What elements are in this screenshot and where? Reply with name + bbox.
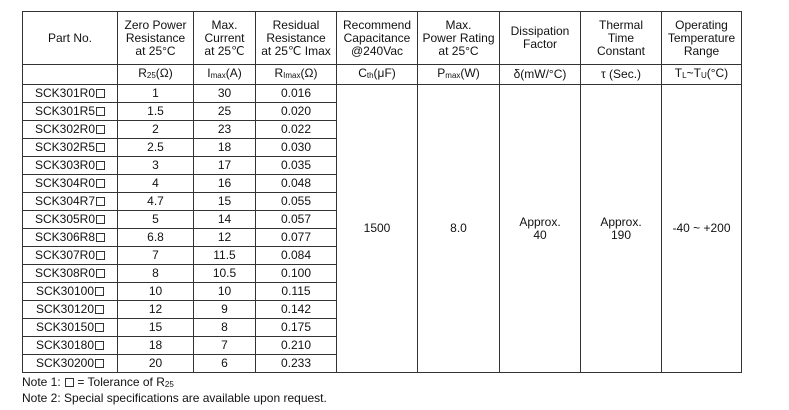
r25-cell: 6.8 (118, 229, 194, 247)
r25-cell: 4 (118, 175, 194, 193)
r25-cell: 1 (118, 85, 194, 103)
unit-pmax: Pmax(W) (418, 65, 500, 85)
imax-cell: 16 (194, 175, 256, 193)
thermal-cell: Approx. 190 (581, 85, 662, 373)
tolerance-box-icon (96, 251, 105, 260)
imax-cell: 12 (194, 229, 256, 247)
tolerance-box-icon (96, 89, 105, 98)
dissipation-cell: Approx. 40 (500, 85, 581, 373)
tolerance-box-icon (96, 143, 105, 152)
r25-cell: 18 (118, 337, 194, 355)
header-capacitance: Recommend Capacitance @240Vac (337, 12, 418, 65)
part-number-cell: SCK308R0 (23, 265, 118, 283)
note-2: Note 2: Special specifications are available upon request. (22, 391, 327, 405)
unit-r25: R25(Ω) (118, 65, 194, 85)
tolerance-box-icon (65, 378, 74, 387)
unit-imax: Imax(A) (194, 65, 256, 85)
tolerance-box-icon (96, 179, 105, 188)
r25-cell: 1.5 (118, 103, 194, 121)
rimax-cell: 0.030 (256, 139, 337, 157)
rimax-cell: 0.022 (256, 121, 337, 139)
imax-cell: 8 (194, 319, 256, 337)
imax-cell: 9 (194, 301, 256, 319)
part-number-cell: SCK304R7 (23, 193, 118, 211)
tolerance-box-icon (96, 161, 105, 170)
capacitance-cell: 1500 (337, 85, 418, 373)
rimax-cell: 0.100 (256, 265, 337, 283)
rimax-cell: 0.016 (256, 85, 337, 103)
tolerance-box-icon (96, 269, 105, 278)
r25-cell: 7 (118, 247, 194, 265)
r25-cell: 20 (118, 355, 194, 373)
rimax-cell: 0.084 (256, 247, 337, 265)
r25-cell: 10 (118, 283, 194, 301)
r25-cell: 3 (118, 157, 194, 175)
header-part-no: Part No. (23, 12, 118, 65)
part-number-cell: SCK30150 (23, 319, 118, 337)
imax-cell: 15 (194, 193, 256, 211)
tolerance-box-icon (95, 359, 104, 368)
rimax-cell: 0.048 (256, 175, 337, 193)
spec-table (22, 11, 742, 373)
unit-part-no (23, 65, 118, 85)
rimax-cell: 0.175 (256, 319, 337, 337)
part-number-cell: SCK307R0 (23, 247, 118, 265)
rimax-cell: 0.142 (256, 301, 337, 319)
header-thermal: Thermal Time Constant (581, 12, 662, 65)
tolerance-box-icon (96, 233, 105, 242)
part-number-cell: SCK30200 (23, 355, 118, 373)
part-number-cell: SCK302R5 (23, 139, 118, 157)
rimax-cell: 0.035 (256, 157, 337, 175)
imax-cell: 10.5 (194, 265, 256, 283)
part-number-cell: SCK30100 (23, 283, 118, 301)
unit-tau: τ (Sec.) (581, 65, 662, 85)
imax-cell: 30 (194, 85, 256, 103)
unit-delta: δ(mW/°C) (500, 65, 581, 85)
part-number-cell: SCK301R5 (23, 103, 118, 121)
header-residual: Residual Resistance at 25℃ Imax (256, 12, 337, 65)
part-number-cell: SCK302R0 (23, 121, 118, 139)
header-zero-power: Zero Power Resistance at 25°C (118, 12, 194, 65)
imax-cell: 25 (194, 103, 256, 121)
table-row (23, 85, 742, 103)
rimax-cell: 0.210 (256, 337, 337, 355)
rimax-cell: 0.077 (256, 229, 337, 247)
tolerance-box-icon (95, 341, 104, 350)
r25-cell: 5 (118, 211, 194, 229)
part-number-cell: SCK306R8 (23, 229, 118, 247)
imax-cell: 17 (194, 157, 256, 175)
imax-cell: 10 (194, 283, 256, 301)
rimax-cell: 0.055 (256, 193, 337, 211)
tolerance-box-icon (95, 323, 104, 332)
header-operating: Operating Temperature Range (662, 12, 742, 65)
part-number-cell: SCK30180 (23, 337, 118, 355)
tolerance-box-icon (96, 107, 105, 116)
rimax-cell: 0.115 (256, 283, 337, 301)
r25-cell: 8 (118, 265, 194, 283)
imax-cell: 11.5 (194, 247, 256, 265)
note-1: Note 1: = Tolerance of R25 (22, 375, 174, 389)
header-max-current: Max. Current at 25℃ (194, 12, 256, 65)
tolerance-box-icon (95, 287, 104, 296)
part-number-cell: SCK30120 (23, 301, 118, 319)
temp-range-cell: -40 ~ +200 (662, 85, 742, 373)
part-number-cell: SCK305R0 (23, 211, 118, 229)
unit-rimax: RImax(Ω) (256, 65, 337, 85)
imax-cell: 18 (194, 139, 256, 157)
table-body (23, 85, 742, 373)
part-number-cell: SCK301R0 (23, 85, 118, 103)
imax-cell: 7 (194, 337, 256, 355)
r25-cell: 15 (118, 319, 194, 337)
r25-cell: 4.7 (118, 193, 194, 211)
r25-cell: 2.5 (118, 139, 194, 157)
header-dissipation: Dissipation Factor (500, 12, 581, 65)
tolerance-box-icon (95, 305, 104, 314)
rimax-cell: 0.233 (256, 355, 337, 373)
rimax-cell: 0.057 (256, 211, 337, 229)
unit-cth: Cth(μF) (337, 65, 418, 85)
imax-cell: 6 (194, 355, 256, 373)
rimax-cell: 0.020 (256, 103, 337, 121)
r25-cell: 12 (118, 301, 194, 319)
part-number-cell: SCK303R0 (23, 157, 118, 175)
power-rating-cell: 8.0 (418, 85, 500, 373)
imax-cell: 14 (194, 211, 256, 229)
imax-cell: 23 (194, 121, 256, 139)
header-power-rating: Max. Power Rating at 25°C (418, 12, 500, 65)
tolerance-box-icon (96, 125, 105, 134)
part-number-cell: SCK304R0 (23, 175, 118, 193)
tolerance-box-icon (96, 197, 105, 206)
tolerance-box-icon (96, 215, 105, 224)
unit-trange: TL~TU(°C) (662, 65, 742, 85)
r25-cell: 2 (118, 121, 194, 139)
